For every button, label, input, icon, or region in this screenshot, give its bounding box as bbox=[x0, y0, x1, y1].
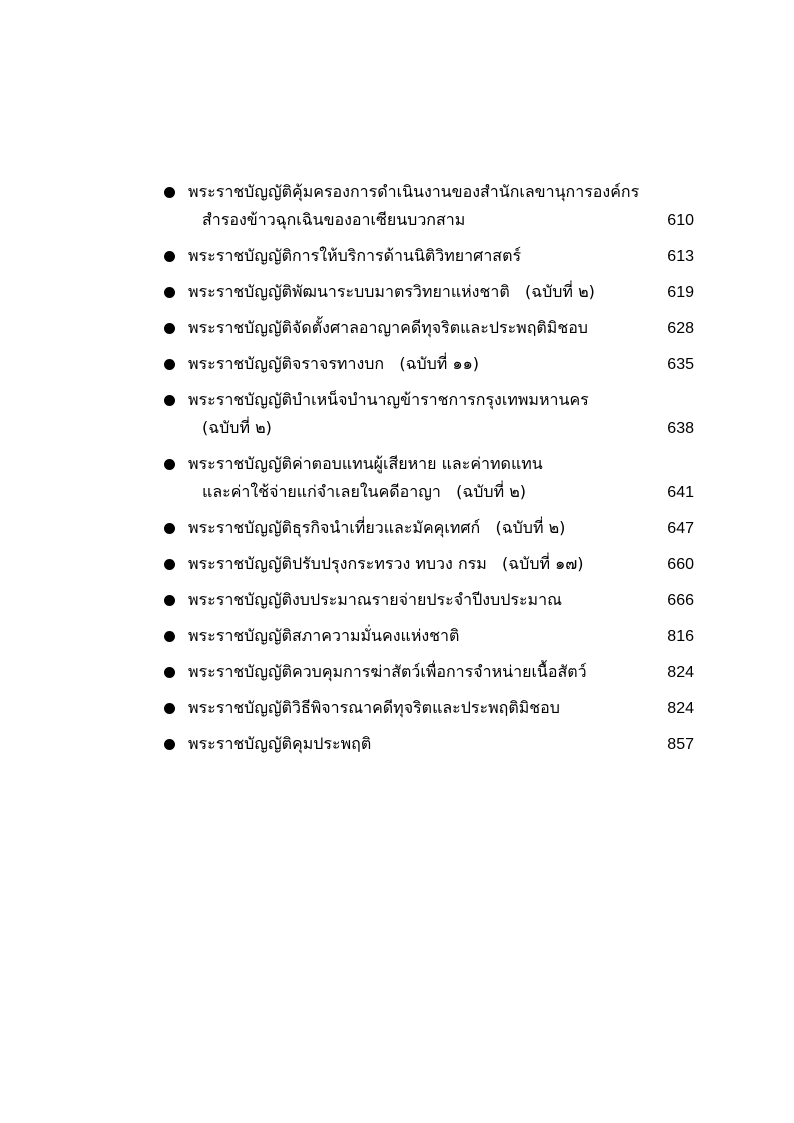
toc-entry-line bbox=[188, 350, 694, 379]
bullet-icon bbox=[164, 631, 175, 642]
toc-entry bbox=[162, 730, 694, 759]
toc-entry-line bbox=[188, 514, 694, 543]
toc-page-number: 635 bbox=[667, 356, 694, 373]
bullet-icon bbox=[164, 459, 175, 470]
toc-entry-title: พระราชบัญญัติควบคุมการฆ่าสัตว์เพื่อการจำหน่ายเนื้อสัตว์ bbox=[188, 662, 587, 681]
toc-page-number: 660 bbox=[667, 556, 694, 573]
bullet-icon bbox=[164, 523, 175, 534]
toc-page-number: 613 bbox=[667, 248, 694, 265]
toc-entry-line bbox=[188, 550, 694, 579]
toc-entry-title: พระราชบัญญัติสภาความมั่นคงแห่งชาติ bbox=[188, 626, 460, 645]
bullet-icon bbox=[164, 667, 175, 678]
toc-entry-title: พระราชบัญญัติวิธีพิจารณาคดีทุจริตและประพฤติมิชอบ bbox=[188, 698, 560, 717]
toc-page-number: 610 bbox=[667, 212, 694, 229]
toc-page-number: 666 bbox=[667, 592, 694, 609]
toc-entry-title: พระราชบัญญัติจราจรทางบก (ฉบับที่ ๑๑) bbox=[188, 354, 479, 373]
toc-entry bbox=[162, 242, 694, 271]
toc-entry-title: พระราชบัญญัติธุรกิจนำเที่ยวและมัคคุเทศก์ (ฉบับที่ ๒) bbox=[188, 518, 566, 537]
toc-entry-continuation bbox=[188, 414, 694, 443]
toc-entry bbox=[162, 622, 694, 651]
toc-entry-title: พระราชบัญญัติค่าตอบแทนผู้เสียหาย และค่าทดแทน bbox=[188, 454, 543, 473]
toc-entry-title: พระราชบัญญัติพัฒนาระบบมาตรวิทยาแห่งชาติ (ฉบับที่ ๒) bbox=[188, 282, 595, 301]
toc-entry-line bbox=[188, 178, 694, 206]
toc-page-number: 824 bbox=[667, 664, 694, 681]
toc-entry-line bbox=[188, 278, 694, 307]
toc-entry-title: พระราชบัญญัติปรับปรุงกระทรวง ทบวง กรม (ฉบับที่ ๑๗) bbox=[188, 554, 584, 573]
toc-page-number: 824 bbox=[667, 700, 694, 717]
bullet-icon bbox=[164, 251, 175, 262]
toc-entry-title: พระราชบัญญัติงบประมาณรายจ่ายประจำปีงบประมาณ bbox=[188, 590, 562, 609]
bullet-icon bbox=[164, 287, 175, 298]
toc-entry-line bbox=[188, 658, 694, 687]
toc-entry-line bbox=[188, 450, 694, 478]
bullet-icon bbox=[164, 559, 175, 570]
toc-page-number: 647 bbox=[667, 520, 694, 537]
toc-entry bbox=[162, 586, 694, 615]
toc-entry-title: พระราชบัญญัติคุมประพฤติ bbox=[188, 734, 372, 753]
toc-page-number: 638 bbox=[667, 420, 694, 437]
toc-entry-continuation bbox=[188, 206, 694, 235]
toc-entry-title: พระราชบัญญัติการให้บริการด้านนิติวิทยาศาสตร์ bbox=[188, 246, 522, 265]
toc-entry-continuation bbox=[188, 478, 694, 507]
bullet-icon bbox=[164, 323, 175, 334]
toc-entry bbox=[162, 350, 694, 379]
toc-entry-title: สำรองข้าวฉุกเฉินของอาเซียนบวกสาม bbox=[202, 210, 466, 229]
toc-page-number: 628 bbox=[667, 320, 694, 337]
toc-entry-line bbox=[188, 730, 694, 759]
toc-entry-title: พระราชบัญญัติคุ้มครองการดำเนินงานของสำนักเลขานุการองค์กร bbox=[188, 182, 640, 201]
bullet-icon bbox=[164, 359, 175, 370]
toc-entry-title: พระราชบัญญัติบำเหน็จบำนาญข้าราชการกรุงเทพมหานคร bbox=[188, 390, 589, 409]
toc-page-number: 619 bbox=[667, 284, 694, 301]
toc-page-number: 857 bbox=[667, 736, 694, 753]
toc-entry-line bbox=[188, 622, 694, 651]
bullet-icon bbox=[164, 703, 175, 714]
toc-entry bbox=[162, 514, 694, 543]
toc-page-number: 816 bbox=[667, 628, 694, 645]
toc-entry-line bbox=[188, 242, 694, 271]
toc-entry bbox=[162, 278, 694, 307]
bullet-icon bbox=[164, 395, 175, 406]
toc-entry bbox=[162, 550, 694, 579]
toc-entry bbox=[162, 450, 694, 507]
toc-entry bbox=[162, 386, 694, 443]
toc-entry-title: และค่าใช้จ่ายแก่จำเลยในคดีอาญา (ฉบับที่ ๒) bbox=[202, 482, 526, 501]
toc-entry bbox=[162, 314, 694, 343]
toc-entry-line bbox=[188, 586, 694, 615]
toc-entry-title: (ฉบับที่ ๒) bbox=[202, 418, 272, 437]
bullet-icon bbox=[164, 187, 175, 198]
toc-entry-title: พระราชบัญญัติจัดตั้งศาลอาญาคดีทุจริตและประพฤติมิชอบ bbox=[188, 318, 588, 337]
table-of-contents bbox=[162, 178, 694, 766]
bullet-icon bbox=[164, 739, 175, 750]
toc-entry-line bbox=[188, 314, 694, 343]
toc-entry bbox=[162, 694, 694, 723]
toc-entry bbox=[162, 658, 694, 687]
toc-page-number: 641 bbox=[667, 484, 694, 501]
toc-entry-line bbox=[188, 386, 694, 414]
toc-entry-line bbox=[188, 694, 694, 723]
bullet-icon bbox=[164, 595, 175, 606]
toc-entry bbox=[162, 178, 694, 235]
